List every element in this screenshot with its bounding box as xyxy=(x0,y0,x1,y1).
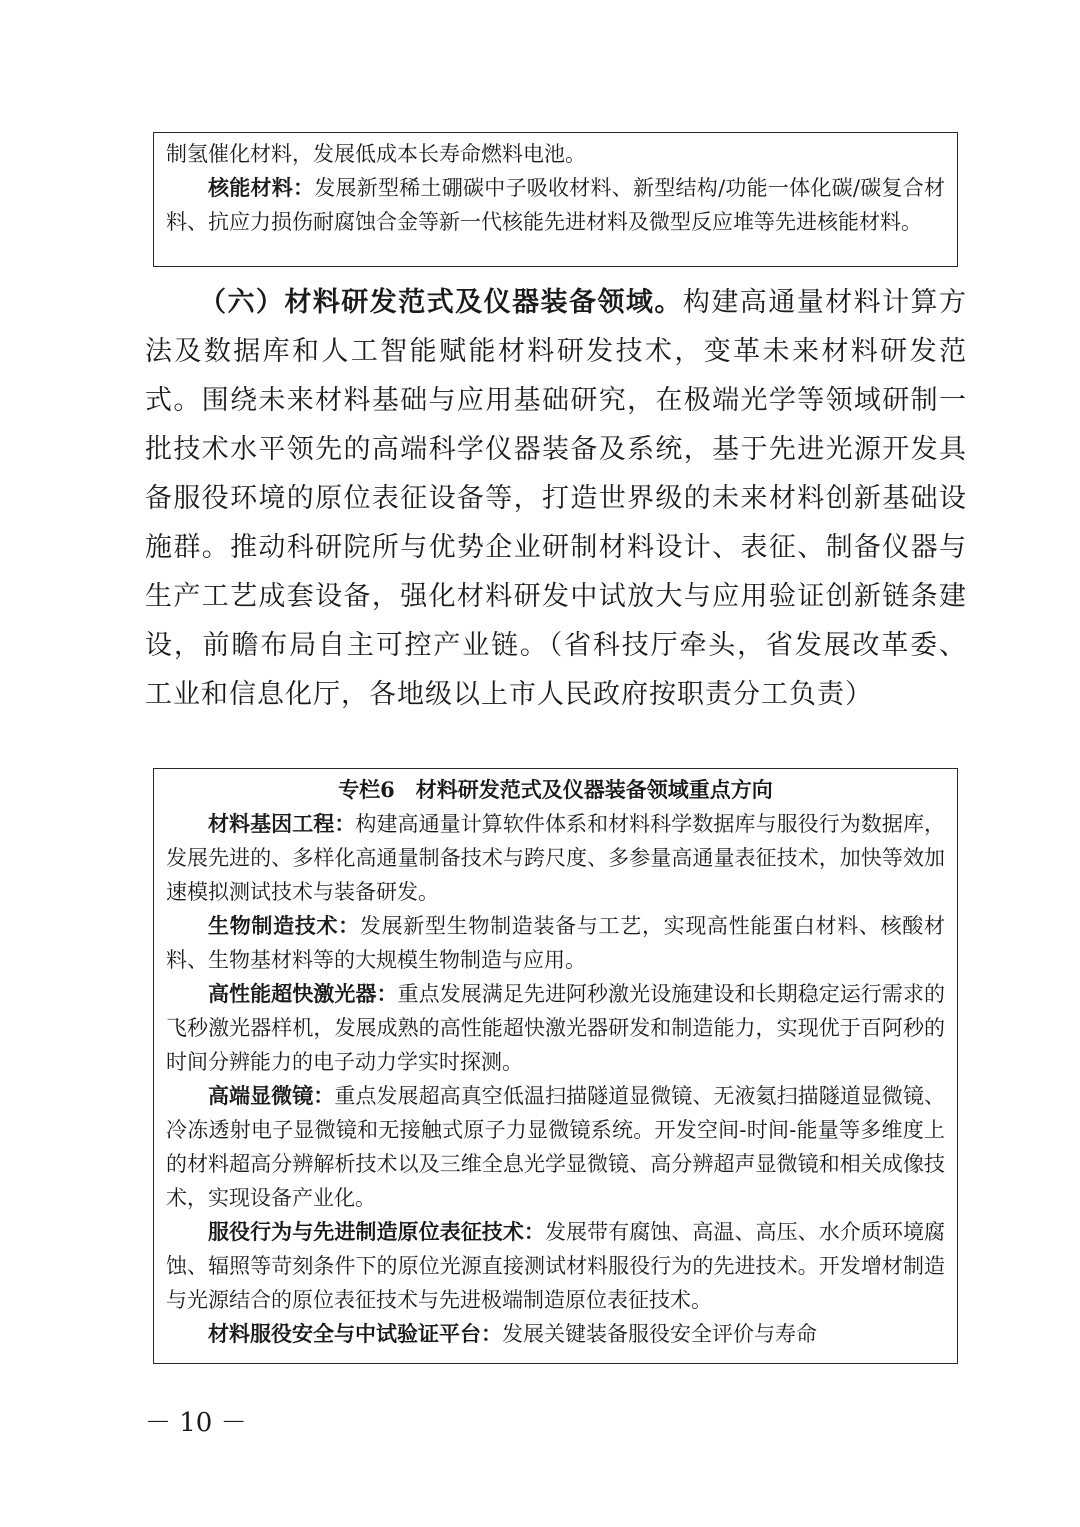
item-text: 重点发展超高真空低温扫描隧道显微镜、无液氦扫描隧道显微镜、冷冻透射电子显微镜和无接触式原子力显微镜系统。开发空间-时间-能量等多维度上的材料超高分辨解析技术以及三维全息光学显微镜、高分辨超声显微镜和相关成像技术，实现设备产业化。 xyxy=(166,1084,946,1210)
item-term: 生物制造技术： xyxy=(208,913,360,938)
item-term: 核能材料： xyxy=(208,175,315,200)
column6-item xyxy=(166,1079,945,1215)
column6-title: 专栏6 材料研发范式及仪器装备领域重点方向 xyxy=(338,777,773,802)
item-term: 材料基因工程： xyxy=(208,811,356,836)
item-term: 高端显微镜： xyxy=(208,1083,335,1108)
item-term: 高性能超快激光器： xyxy=(208,981,398,1006)
item-text: 发展带有腐蚀、高温、高压、水介质环境腐蚀、辐照等苛刻条件下的原位光源直接测试材料服役行为的先进技术。开发增材制造与光源结合的原位表征技术与先进极端制造原位表征技术。 xyxy=(166,1220,946,1312)
item-text: 构建高通量计算软件体系和材料科学数据库与服役行为数据库，发展先进的、多样化高通量制备技术与跨尺度、多参量高通量表征技术，加快等效加速模拟测试技术与装备研发。 xyxy=(166,812,946,904)
item-text: 发展新型稀土硼碳中子吸收材料、新型结构/功能一体化碳/碳复合材料、抗应力损伤耐腐蚀合金等新一代核能先进材料及微型反应堆等先进核能材料。 xyxy=(166,176,945,234)
column6-box xyxy=(153,768,958,1364)
box-continuation-text: 制氢催化材料，发展低成本长寿命燃料电池。 xyxy=(166,142,586,166)
item-term: 服役行为与先进制造原位表征技术： xyxy=(208,1219,545,1244)
item-text: 发展关键装备服役安全评价与寿命 xyxy=(502,1322,817,1346)
box-item-nuclear xyxy=(166,171,945,239)
item-text: 重点发展满足先进阿秒激光设施建设和长期稳定运行需求的飞秒激光器样机，发展成熟的高性能超快激光器研发和制造能力，实现优于百阿秒的时间分辨能力的电子动力学实时探测。 xyxy=(166,982,945,1074)
item-text: 发展新型生物制造装备与工艺，实现高性能蛋白材料、核酸材料、生物基材料等的大规模生物制造与应用。 xyxy=(166,914,946,972)
page-number: － 10 － xyxy=(145,1408,247,1438)
text-box-top xyxy=(153,132,958,267)
column6-item xyxy=(166,1317,945,1351)
section-body: 构建高通量材料计算方法及数据库和人工智能赋能材料研发技术，变革未来材料研发范式。围绕未来材料基础与应用基础研究，在极端光学等领域研制一批技术水平领先的高端科学仪器装备及系统，基于先进光源开发具备服役环境的原位表征设备等，打造世界级的未来材料创新基础设施群。推动科研院所与优势企业研制材料设计、表征、制备仪器与生产工艺成套设备，强化材料研发中试放大与应用验证创新链条建设，前瞻布局自主可控产业链。（省科技厅牵头，省发展改革委、工业和信息化厅，各地级以上市人民政府按职责分工负责） xyxy=(145,287,968,710)
column6-item xyxy=(166,1215,945,1317)
item-term: 材料服役安全与中试验证平台： xyxy=(208,1321,502,1346)
column6-item xyxy=(166,909,945,977)
section-heading: （六）材料研发范式及仪器装备领域。 xyxy=(199,287,683,318)
column6-item xyxy=(166,807,945,909)
section-paragraph xyxy=(145,278,967,719)
column6-item xyxy=(166,977,945,1079)
